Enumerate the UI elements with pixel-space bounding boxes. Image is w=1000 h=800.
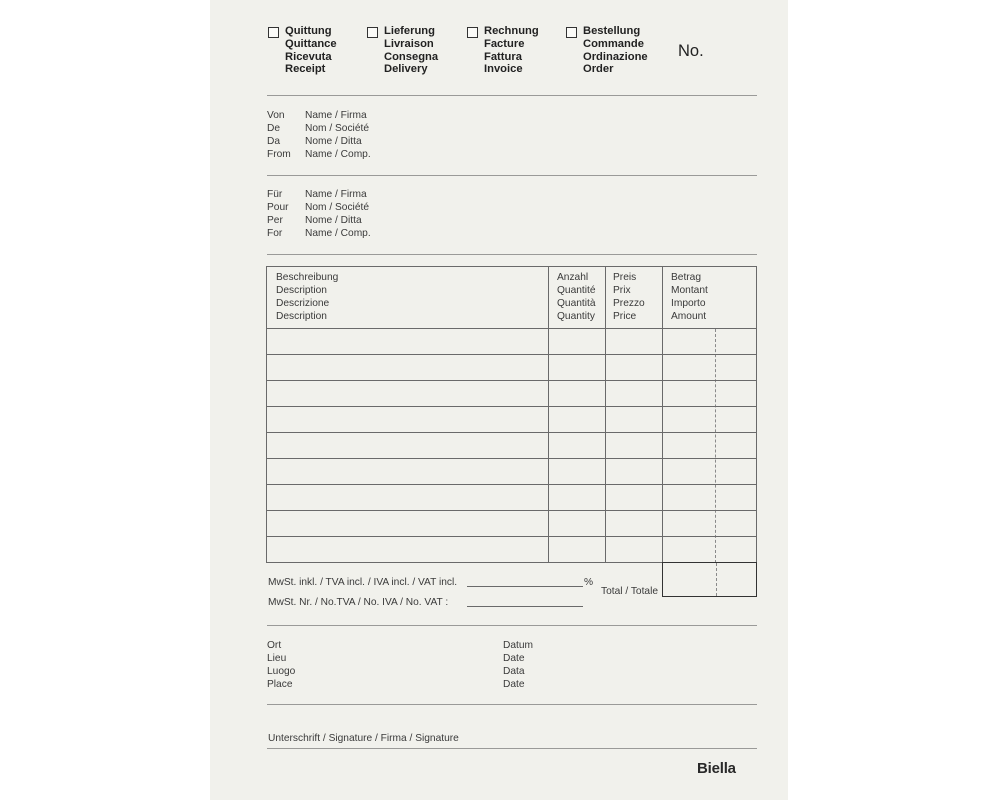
doctype-lieferung-label: Lieferung Livraison Consegna Delivery [384,25,439,76]
table-header-line [266,328,757,329]
number-label: No. [678,42,704,60]
vat-number-field[interactable] [467,606,583,607]
checkbox-lieferung[interactable] [367,27,378,38]
vat-included-label: MwSt. inkl. / TVA incl. / IVA incl. / VAT incl. [268,577,458,588]
form-sheet [210,0,788,800]
total-field[interactable] [662,562,757,597]
divider [267,625,757,626]
table-row-line [266,380,757,381]
from-name-field[interactable]: Name / Firma Nom / Société Nome / Ditta Name / Comp. [305,110,371,160]
signature-label: Unterschrift / Signature / Firma / Signature [268,733,459,744]
checkbox-rechnung[interactable] [467,27,478,38]
for-prefixes: Für Pour Per For [267,189,289,239]
header-description: Beschreibung Description Descrizione Description [276,272,339,322]
table-row-line [266,484,757,485]
doctype-bestellung-label: Bestellung Commande Ordinazione Order [583,25,648,76]
table-row-line [266,354,757,355]
doctype-rechnung-label: Rechnung Facture Fattura Invoice [484,25,539,76]
table-row-line [266,458,757,459]
place-field[interactable]: Ort Lieu Luogo Place [267,640,296,690]
total-label: Total / Totale [601,586,659,597]
vat-number-label: MwSt. Nr. / No.TVA / No. IVA / No. VAT : [268,597,449,608]
cents-divider [715,329,716,563]
divider [267,175,757,176]
for-name-field[interactable]: Name / Firma Nom / Société Nome / Ditta Name / Comp. [305,189,371,239]
vat-percent-sign: % [584,577,594,588]
table-row-line [266,406,757,407]
header-price: Preis Prix Prezzo Price [613,272,645,322]
from-prefixes: Von De Da From [267,110,291,160]
signature-line[interactable] [267,748,757,749]
header-amount: Betrag Montant Importo Amount [671,272,708,322]
table-col-divider [548,266,549,563]
vat-rate-field[interactable] [467,586,583,587]
date-field[interactable]: Datum Date Data Date [503,640,534,690]
checkbox-bestellung[interactable] [566,27,577,38]
brand-logo: Biella [697,760,736,777]
table-row-line [266,432,757,433]
table-border-left [266,266,267,563]
table-col-divider [662,266,663,563]
table-col-divider [605,266,606,563]
divider [267,95,757,96]
table-border-right [756,266,757,563]
table-border-top [266,266,757,267]
doctype-quittung-label: Quittung Quittance Ricevuta Receipt [285,25,337,76]
table-row-line [266,510,757,511]
table-row-line [266,536,757,537]
header-quantity: Anzahl Quantité Quantità Quantity [557,272,596,322]
divider [267,704,757,705]
total-cents-divider [716,563,717,596]
checkbox-quittung[interactable] [268,27,279,38]
divider [267,254,757,255]
